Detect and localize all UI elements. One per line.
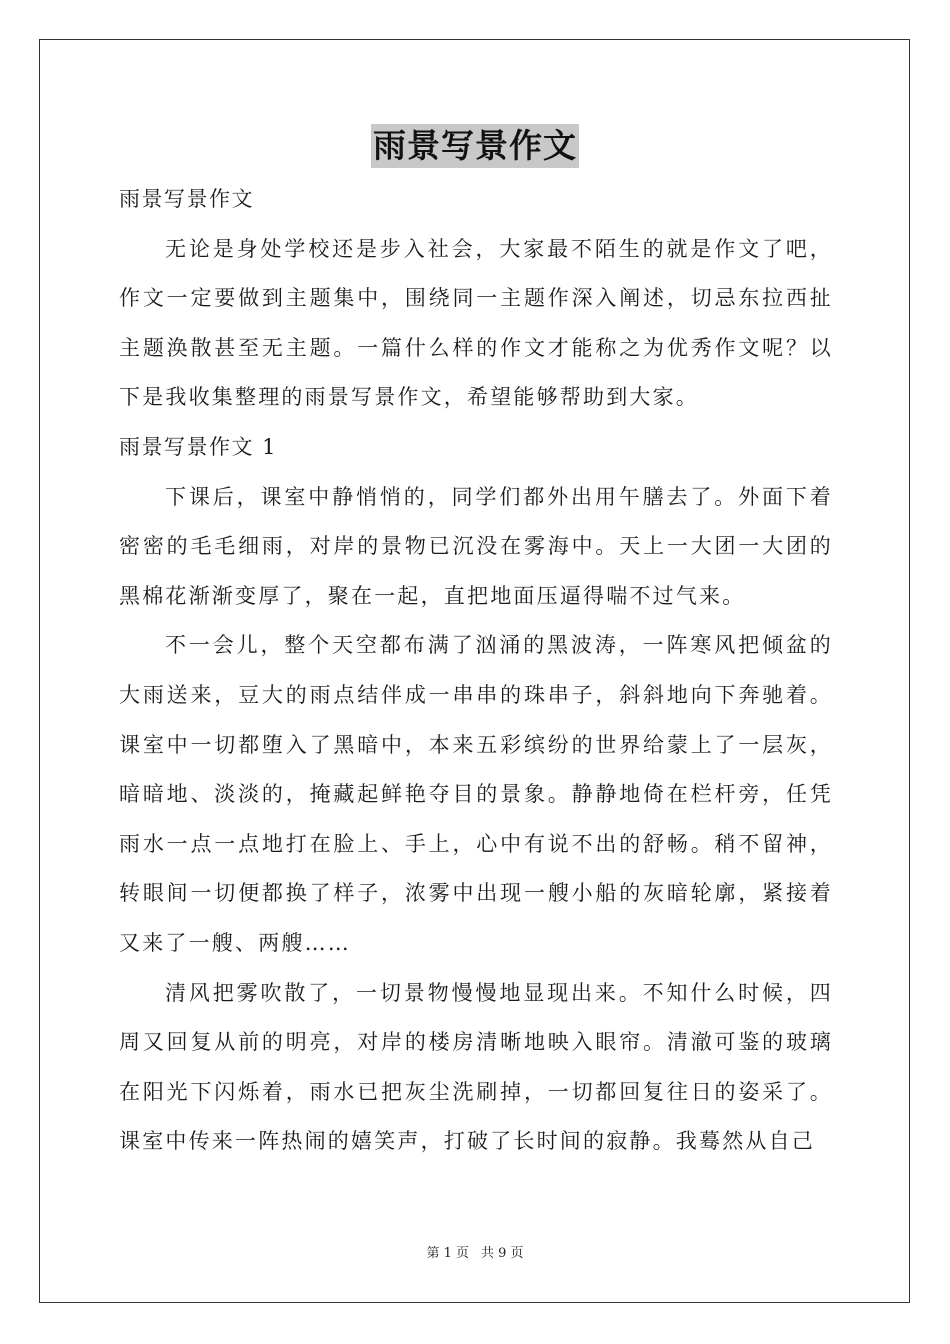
page-total: 共 9 页 (481, 1246, 524, 1261)
essay-paragraph: 清风把雾吹散了，一切景物慢慢地显现出来。不知什么时候，四周又回复从前的明亮，对岸的楼房清晰地映入眼帘。清澈可鉴的玻璃在阳光下闪烁着，雨水已把灰尘洗刷掉，一切都回复往日的姿采了。课室中传来一阵热闹的嬉笑声，打破了长时间的寂静。我蓦然从自己 (119, 980, 833, 1154)
document-body (119, 175, 833, 1167)
page-footer (0, 1245, 950, 1263)
document-title: 雨景写景作文 (371, 124, 579, 168)
page-number: 第 1 页 (426, 1246, 469, 1261)
essay-paragraph: 下课后，课室中静悄悄的，同学们都外出用午膳去了。外面下着密密的毛毛细雨，对岸的景物已沉没在雾海中。天上一大团一大团的黑棉花渐渐变厚了，聚在一起，直把地面压逼得喘不过气来。 (119, 484, 833, 608)
section-heading: 雨景写景作文 (119, 187, 254, 211)
title-container (0, 124, 950, 168)
intro-paragraph: 无论是身处学校还是步入社会，大家最不陌生的就是作文了吧，作文一定要做到主题集中，围绕同一主题作深入阐述，切忌东拉西扯主题涣散甚至无主题。一篇什么样的作文才能称之为优秀作文呢？以下是我收集整理的雨景写景作文，希望能够帮助到大家。 (119, 236, 833, 410)
essay-paragraph: 不一会儿，整个天空都布满了汹涌的黑波涛，一阵寒风把倾盆的大雨送来，豆大的雨点结伴成一串串的珠串子，斜斜地向下奔驰着。课室中一切都堕入了黑暗中，本来五彩缤纷的世界给蒙上了一层灰，暗暗地、淡淡的，掩藏起鲜艳夺目的景象。静静地倚在栏杆旁，任凭雨水一点一点地打在脸上、手上，心中有说不出的舒畅。稍不留神，转眼间一切便都换了样子，浓雾中出现一艘小船的灰暗轮廓，紧接着又来了一艘、两艘…… (119, 633, 833, 955)
essay-heading: 雨景写景作文 1 (119, 434, 278, 459)
